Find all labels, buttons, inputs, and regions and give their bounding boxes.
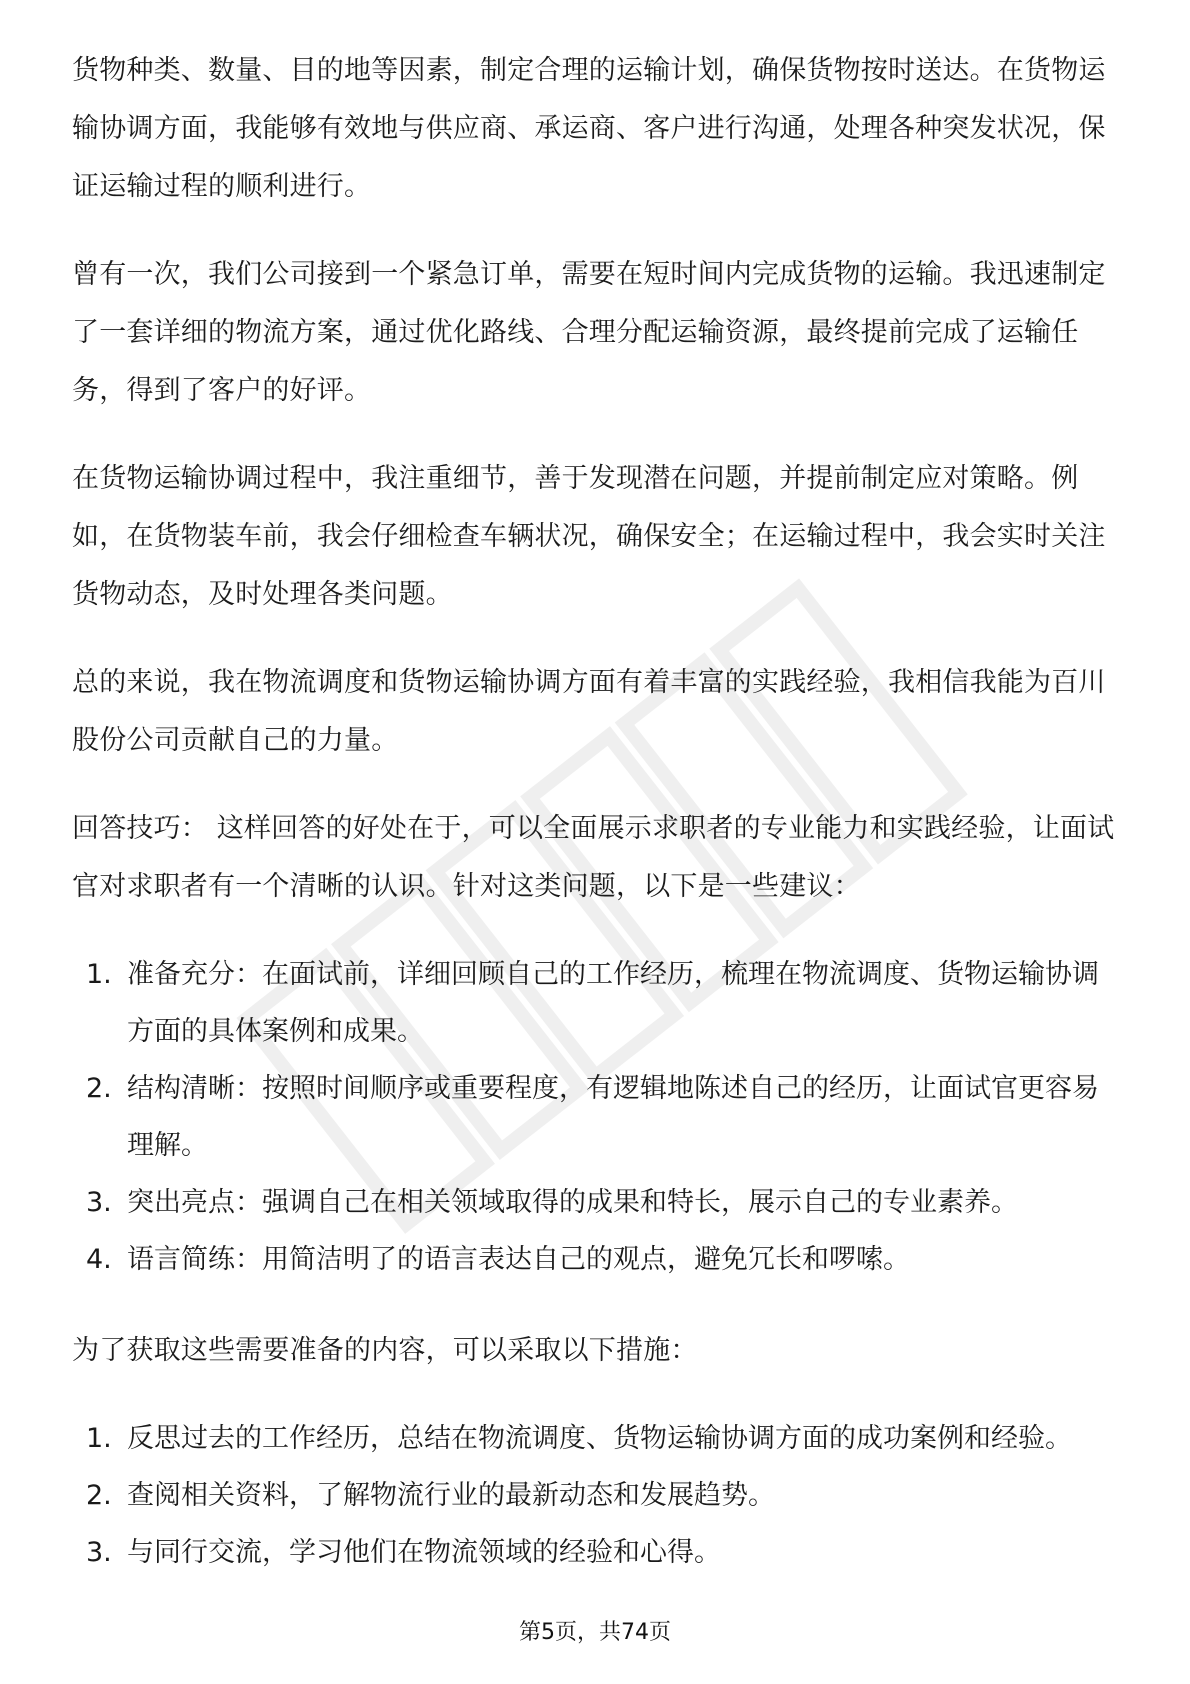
list-item — [72, 1060, 1122, 1174]
answer-tips-paragraph: 回答技巧： 这样回答的好处在于，可以全面展示求职者的专业能力和实践经验，让面试官对求职者有一个清晰的认识。针对这类问题，以下是一些建议： — [72, 813, 1115, 902]
list-number: 2. — [86, 1480, 112, 1511]
list-item — [72, 1174, 1122, 1231]
list-number: 3. — [86, 1187, 112, 1218]
paragraph: 总的来说，我在物流调度和货物运输协调方面有着丰富的实践经验，我相信我能为百川股份公司贡献自己的力量。 — [72, 667, 1106, 756]
list-text: 查阅相关资料，了解物流行业的最新动态和发展趋势。 — [127, 1480, 775, 1511]
paragraph: 在货物运输协调过程中，我注重细节，善于发现潜在问题，并提前制定应对策略。例如，在货物装车前，我会仔细检查车辆状况，确保安全；在运输过程中，我会实时关注货物动态，及时处理各类问题。 — [72, 463, 1106, 610]
measures-list — [72, 1410, 1122, 1581]
list-item — [72, 946, 1122, 1060]
list-number: 1. — [86, 959, 112, 990]
paragraph: 货物种类、数量、目的地等因素，制定合理的运输计划，确保货物按时送达。在货物运输协调方面，我能够有效地与供应商、承运商、客户进行沟通，处理各种突发状况，保证运输过程的顺利进行。 — [72, 55, 1106, 202]
list-item — [72, 1231, 1122, 1288]
page-footer: 第5页，共74页 — [519, 1620, 671, 1645]
paragraph: 曾有一次，我们公司接到一个紧急订单，需要在短时间内完成货物的运输。我迅速制定了一套详细的物流方案，通过优化路线、合理分配运输资源，最终提前完成了运输任务，得到了客户的好评。 — [72, 259, 1106, 406]
list-text: 准备充分：在面试前，详细回顾自己的工作经历，梳理在物流调度、货物运输协调方面的具体案例和成果。 — [127, 959, 1099, 1047]
tips-list — [72, 946, 1122, 1288]
measures-intro: 为了获取这些需要准备的内容，可以采取以下措施： — [72, 1335, 698, 1366]
list-item — [72, 1524, 1122, 1581]
list-text: 结构清晰：按照时间顺序或重要程度，有逻辑地陈述自己的经历，让面试官更容易理解。 — [127, 1073, 1099, 1161]
list-text: 突出亮点：强调自己在相关领域取得的成果和特长，展示自己的专业素养。 — [127, 1187, 1018, 1218]
list-text: 反思过去的工作经历，总结在物流调度、货物运输协调方面的成功案例和经验。 — [127, 1423, 1072, 1454]
list-number: 3. — [86, 1537, 112, 1568]
list-number: 2. — [86, 1073, 112, 1104]
list-item — [72, 1410, 1122, 1467]
document-page — [72, 42, 1122, 1615]
list-number: 1. — [86, 1423, 112, 1454]
list-text: 与同行交流，学习他们在物流领域的经验和心得。 — [127, 1537, 721, 1568]
list-item — [72, 1467, 1122, 1524]
list-text: 语言简练：用简洁明了的语言表达自己的观点，避免冗长和啰嗦。 — [127, 1244, 910, 1275]
list-number: 4. — [86, 1244, 112, 1275]
